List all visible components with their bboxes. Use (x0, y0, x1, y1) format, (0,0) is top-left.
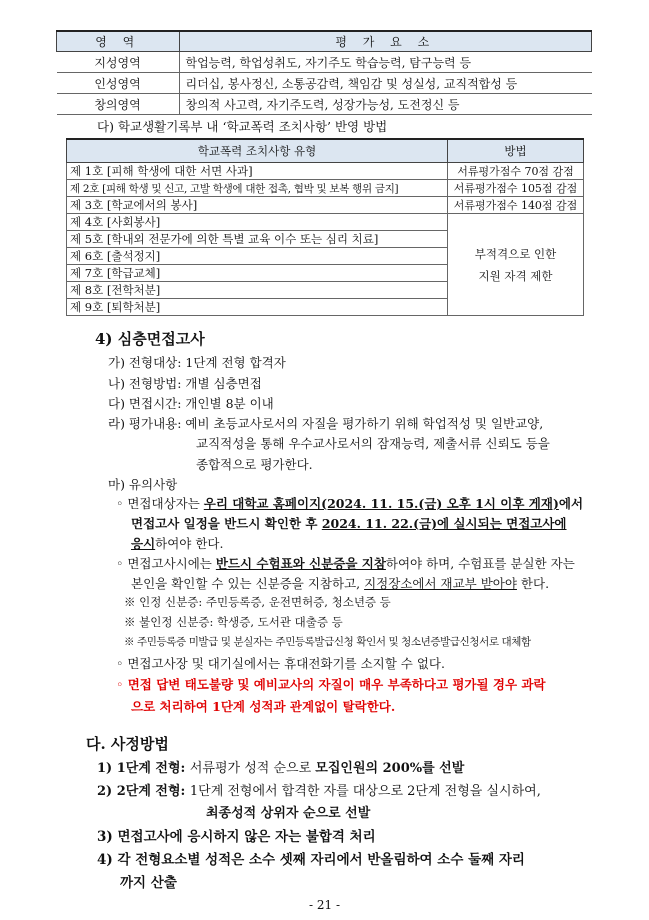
interview-method: 나) 전형방법: 개별 심층면접 (108, 376, 262, 391)
selection-title: 다. 사정방법 (86, 735, 169, 753)
note-text: 하여야 한다. (155, 536, 224, 551)
selection-step (97, 757, 464, 776)
note-item (131, 514, 567, 532)
selection-step: 3) 면접고사에 응시하지 않은 자는 불합격 처리 (97, 829, 376, 845)
evaluation-area-table (56, 30, 592, 115)
note-text: ◦ 면접고사시에는 (116, 556, 216, 571)
id-note: ※ 주민등록증 미발급 및 분실자는 주민등록발급신청 확인서 및 청소년증발급신청서로 대체함 (124, 636, 531, 648)
note-text: 하여야 하며, 수험표를 분실한 자는 (385, 556, 575, 571)
note-text: 한다. (516, 576, 550, 591)
header-factor: 평 가 요 소 (179, 31, 592, 52)
page-number: - 21 - (308, 898, 340, 912)
measure-cell: 제 1호 [피해 학생에 대한 서면 사과] (67, 163, 448, 180)
table-row (67, 180, 584, 197)
method-cell: 서류평가점수 70점 감점 (448, 163, 584, 180)
step-text: 서류평가 성적 순으로 (189, 761, 316, 776)
measure-cell: 제 7호 [학급교체] (67, 265, 448, 282)
interview-target: 가) 전형대상: 1단계 전형 합격자 (108, 355, 286, 370)
note-text: 면접고사 일정을 반드시 확인한 후 (131, 516, 322, 531)
table-row (57, 73, 592, 94)
measure-cell: 제 9호 [퇴학처분] (67, 299, 448, 316)
school-violence-table (66, 138, 584, 316)
note-item (116, 494, 583, 512)
area-cell: 지성영역 (57, 52, 180, 73)
table-row (57, 52, 592, 73)
table-row (67, 214, 584, 231)
interview-title: 4) 심층면접고사 (95, 330, 205, 348)
factor-cell: 창의적 사고력, 자기주도력, 성장가능성, 도전정신 등 (179, 94, 592, 115)
method-restriction-cell (448, 214, 584, 316)
method-cell: 서류평가점수 140점 감점 (448, 197, 584, 214)
step-label: 2) 2단계 전형: (97, 784, 190, 799)
method-restriction-line: 지원 자격 제한 (478, 268, 553, 283)
note-item (131, 534, 223, 552)
table-row (57, 94, 592, 115)
method-restriction-line: 부적격으로 인한 (474, 246, 557, 261)
interview-content: 라) 평가내용: 예비 초등교사로서의 자질을 평가하기 위해 학업적성 및 일반교양, (108, 416, 544, 431)
note-text: 2024. 11. 22.(금)에 실시되는 면접고사에 (321, 516, 567, 531)
step-label: 1) 1단계 전형: (97, 761, 190, 776)
note-text: 본인을 확인할 수 있는 신분증을 지참하고, (131, 576, 365, 591)
id-note: ※ 인정 신분증: 주민등록증, 운전면허증, 청소년증 등 (124, 595, 391, 609)
selection-step (97, 780, 541, 799)
measure-cell: 제 5호 [학내외 전문가에 의한 특별 교육 이수 또는 심리 치료] (67, 231, 448, 248)
measure-cell: 제 6호 [출석정지] (67, 248, 448, 265)
note-text: 응시 (131, 536, 156, 551)
note-item: ◦ 면접고사장 및 대기실에서는 휴대전화기를 소지할 수 없다. (116, 656, 445, 671)
note-text: 반드시 수험표와 신분증을 지참 (215, 556, 386, 571)
selection-step: 4) 각 전형요소별 성적은 소수 셋째 자리에서 반올림하여 소수 둘째 자리 (97, 852, 525, 868)
measure-cell: 제 3호 [학교에서의 봉사] (67, 197, 448, 214)
note-item (116, 554, 575, 572)
header-type: 학교폭력 조치사항 유형 (67, 139, 448, 163)
notes-title: 마) 유의사항 (108, 477, 178, 492)
note-text: 지정장소에서 재교부 받아야 (364, 576, 517, 591)
note-text: 우리 대학교 홈페이지(2024. 11. 15.(금) 오후 1시 이후 게재) (203, 496, 559, 511)
interview-time: 다) 면접시간: 개인별 8분 이내 (108, 396, 274, 411)
method-cell: 서류평가점수 105점 감점 (448, 180, 584, 197)
header-method: 방법 (448, 139, 584, 163)
table-row (67, 197, 584, 214)
note-item (131, 574, 549, 592)
area-cell: 창의영역 (57, 94, 180, 115)
interview-content: 종합적으로 평가한다. (196, 457, 313, 472)
measure-cell: 제 8호 [전학처분] (67, 282, 448, 299)
factor-cell: 학업능력, 학업성취도, 자기주도 학습능력, 탐구능력 등 (179, 52, 592, 73)
note-text: ◦ 면접대상자는 (116, 496, 204, 511)
interview-content: 교직적성을 통해 우수교사로서의 잠재능력, 제출서류 신뢰도 등을 (196, 436, 550, 451)
note-text: 에서 (558, 496, 584, 511)
violence-section-title: 다) 학교생활기록부 내 ‘학교폭력 조치사항’ 반영 방법 (97, 119, 388, 134)
measure-cell: 제 4호 [사회봉사] (67, 214, 448, 231)
selection-step: 까지 산출 (120, 875, 177, 891)
measure-cell: 제 2호 [피해 학생 및 신고, 고발 학생에 대한 접촉, 협박 및 보복 행위 금지] (67, 180, 448, 197)
factor-cell: 리더십, 봉사정신, 소통공감력, 책임감 및 성실성, 교직적합성 등 (179, 73, 592, 94)
step-text: 최종성적 상위자 순으로 선발 (206, 806, 371, 821)
note-item-warning: 으로 처리하여 1단계 성적과 관계없이 탈락한다. (131, 699, 396, 714)
header-area: 영 역 (57, 31, 180, 52)
step-text: 1단계 전형에서 합격한 자를 대상으로 2단계 전형을 실시하여, (189, 784, 541, 799)
table-row (67, 163, 584, 180)
step-text: 모집인원의 200%를 선발 (315, 761, 465, 776)
note-item-warning: ◦ 면접 답변 태도불량 및 예비교사의 자질이 매우 부족하다고 평가될 경우 과락 (116, 677, 546, 692)
id-note: ※ 불인정 신분증: 학생증, 도서관 대출증 등 (124, 615, 343, 629)
area-cell: 인성영역 (57, 73, 180, 94)
